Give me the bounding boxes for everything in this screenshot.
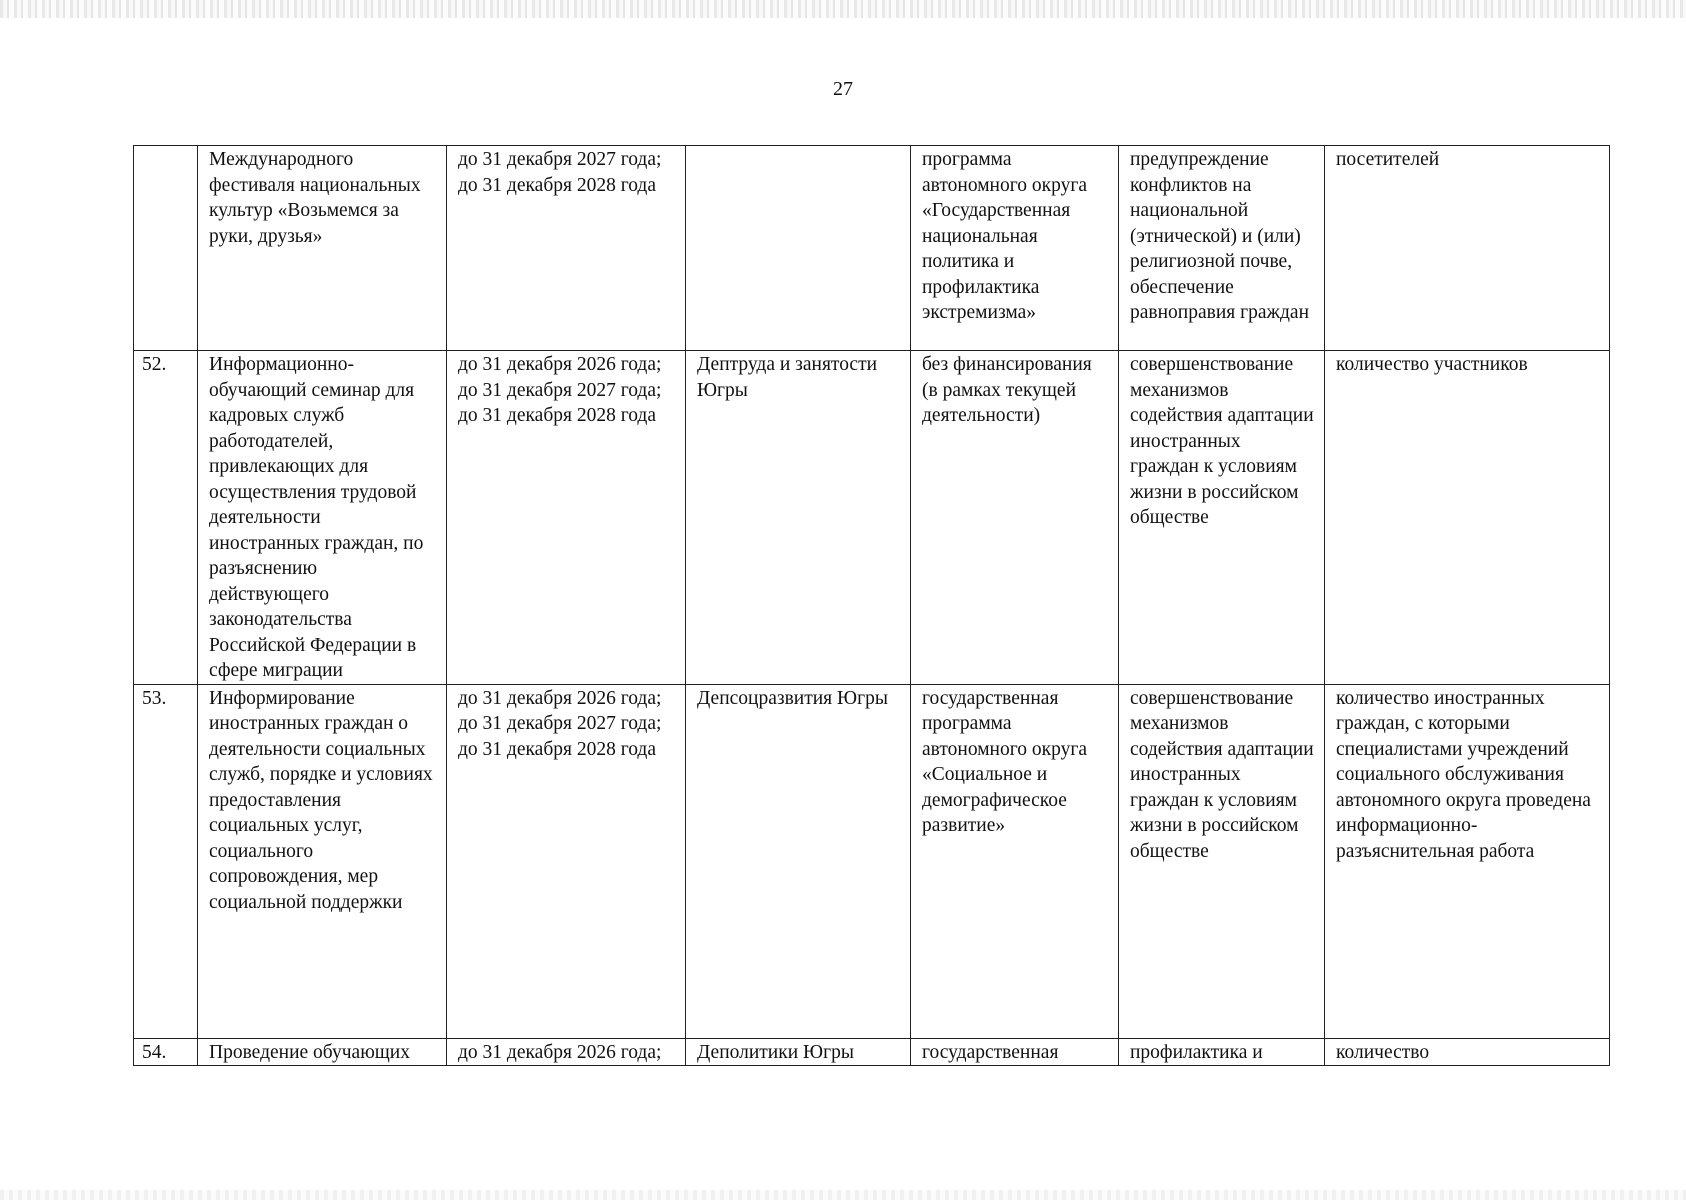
result-cell: совершенствование механизмов содействия адаптации иностранных граждан к условиям жизни в российском обществе xyxy=(1119,684,1325,1038)
row-number xyxy=(134,146,198,351)
deadline-cell: до 31 декабря 2026 года; до 31 декабря 2027 года; до 31 декабря 2028 года xyxy=(447,684,686,1038)
indicator-cell: посетителей xyxy=(1325,146,1610,351)
row-number: 53. xyxy=(134,684,198,1038)
indicator-cell: количество иностранных граждан, с которыми специалистами учреждений социального обслуживания автономного округа проведена информационно-разъяснительная работа xyxy=(1325,684,1610,1038)
scan-edge-top xyxy=(0,0,1686,18)
indicator-cell: количество участников xyxy=(1325,351,1610,685)
funding-cell: программа автономного округа «Государственная национальная политика и профилактика экстремизма» xyxy=(911,146,1119,351)
responsible-cell: Депсоцразвития Югры xyxy=(686,684,911,1038)
deadline-cell: до 31 декабря 2026 года; xyxy=(447,1038,686,1066)
event-cell: Проведение обучающих xyxy=(198,1038,447,1066)
responsible-cell: Дептруда и занятости Югры xyxy=(686,351,911,685)
page-number: 27 xyxy=(833,78,853,100)
table-row xyxy=(134,146,1610,351)
row-number: 52. xyxy=(134,351,198,685)
table-row xyxy=(134,684,1610,1038)
event-cell: Информационно-обучающий семинар для кадровых служб работодателей, привлекающих для осуществления трудовой деятельности иностранных граждан, по разъяснению действующего законодательства Российской Федерации в сфере миграции xyxy=(198,351,447,685)
scan-edge-bottom xyxy=(0,1190,1686,1200)
indicator-cell: количество xyxy=(1325,1038,1610,1066)
responsible-cell xyxy=(686,146,911,351)
table-row xyxy=(134,351,1610,685)
responsible-cell: Деполитики Югры xyxy=(686,1038,911,1066)
funding-cell: государственная программа автономного округа «Социальное и демографическое развитие» xyxy=(911,684,1119,1038)
deadline-cell: до 31 декабря 2026 года; до 31 декабря 2027 года; до 31 декабря 2028 года xyxy=(447,351,686,685)
table-row xyxy=(134,1038,1610,1066)
funding-cell: государственная xyxy=(911,1038,1119,1066)
funding-cell: без финансирования (в рамках текущей деятельности) xyxy=(911,351,1119,685)
deadline-cell: до 31 декабря 2027 года; до 31 декабря 2028 года xyxy=(447,146,686,351)
result-cell: совершенствование механизмов содействия адаптации иностранных граждан к условиям жизни в российском обществе xyxy=(1119,351,1325,685)
event-cell: Информирование иностранных граждан о деятельности социальных служб, порядке и условиях предоставления социальных услуг, социального сопровождения, мер социальной поддержки xyxy=(198,684,447,1038)
event-cell: Международного фестиваля национальных культур «Возьмемся за руки, друзья» xyxy=(198,146,447,351)
result-cell: профилактика и xyxy=(1119,1038,1325,1066)
measures-table xyxy=(133,145,1610,1066)
result-cell: предупреждение конфликтов на национальной (этнической) и (или) религиозной почве, обеспечение равноправия граждан xyxy=(1119,146,1325,351)
row-number: 54. xyxy=(134,1038,198,1066)
